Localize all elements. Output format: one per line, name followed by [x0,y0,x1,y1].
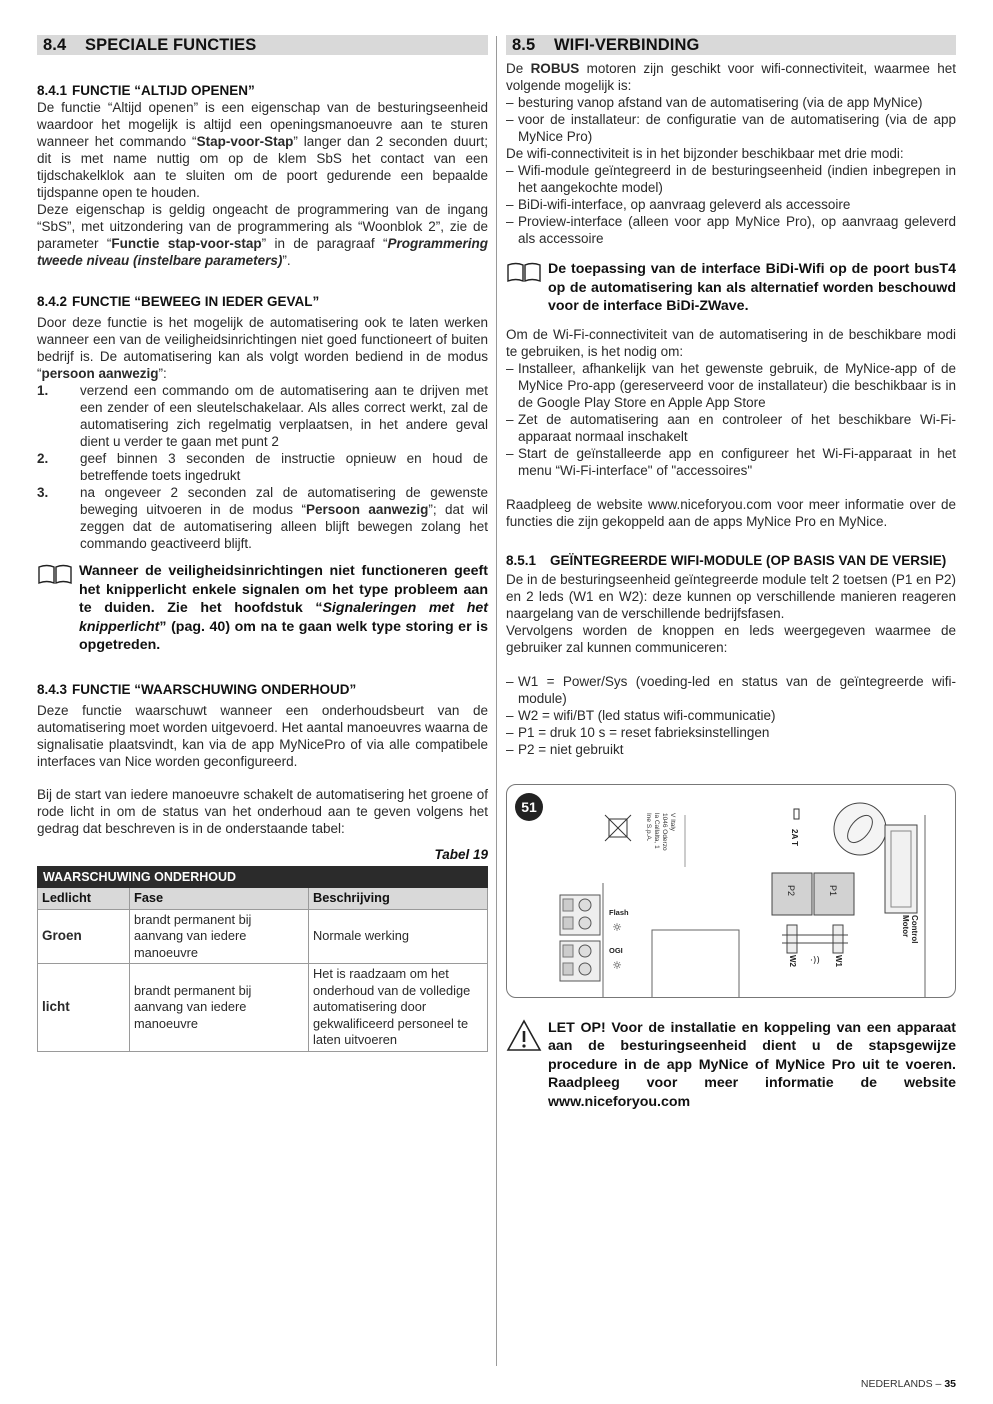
svg-text:Motor: Motor [901,914,910,937]
heading-8-4-3: 8.4.3 FUNCTIE “WAARSCHUWING ONDERHOUD” [37,681,357,697]
heading-8-4-1: 8.4.1 FUNCTIE “ALTIJD OPENEN” [37,83,255,98]
manufacturer-address [645,813,676,851]
list-item: – W2 = wifi/BT (led status wifi-communicatie) [506,707,776,723]
svg-text:☼: ☼ [612,920,622,934]
paragraph: De ROBUS motoren zijn geschikt voor wifi-connectiviteit, waarmee het volgende mogelijk is: [506,61,956,93]
paragraph: Raadpleeg de website www.niceforyou.com voor meer informatie over de functies die zijn gekoppeld aan de apps MyNice Pro en MyNice. [506,496,956,529]
list-item: – voor de installateur: de configuratie van de automatisering (via de app MyNice Pro) [506,112,956,144]
section-heading-8-4: 8.4 SPECIALE FUNCTIES [37,35,488,55]
section-heading-8-5: 8.5 WIFI-VERBINDING [506,35,956,55]
list-item: 1. verzend een commando om de automatisering aan te drijven met een zender of een sleutelschakelaar. Als alles correct werkt, zal de automatisering zich regelmatig verplaatsen, in het andere geval dient u verder te gaan met punt 2 [37,383,488,449]
list-item: 2. geef binnen 3 seconden de instructie opnieuw en houd de betreffende toets ingedrukt [37,451,488,483]
svg-text:W1: W1 [834,954,843,967]
w2-led [787,925,797,953]
svg-text:W2: W2 [788,954,797,967]
paragraph: Bij de start van iedere manoeuvre schakelt de automatisering het groene of rode licht in om de status van het onderhoud aan te geven volgens het gedrag dat beschreven is in de onderstaande tabel: [37,786,488,836]
paragraph: Om de Wi-Fi-connectiviteit van de automatisering in de beschikbare modi te gebruiken, is het nodig om: [506,326,956,359]
svg-text:☼: ☼ [612,958,622,972]
wifi-icon: ·)) [810,955,820,966]
paragraph: De wifi-connectiviteit is in het bijzonder beschikbaar met drie modi: [506,146,904,161]
table-label: Tabel 19 [434,846,488,862]
note: De toepassing van de interface BiDi-Wifi op de poort busT4 op de automatisering kan als alternatief worden beschouwd voor de interface BiDi-ZWave. [506,260,956,316]
table-cell: brandt permanent bij aanvang van iedere manoeuvre [130,964,309,1052]
maintenance-table [37,866,488,1052]
figure-number: 51 [521,798,537,815]
figure-51 [506,784,956,998]
list-item: – W1 = Power/Sys (voeding-led en status van de geïntegreerde wifi-module) [506,673,956,706]
heading-8-5-1: 8.5.1 GEÏNTEGREERDE WIFI-MODULE (OP BASIS VAN DE VERSIE) [506,552,947,568]
paragraph: De in de besturingseenheid geïntegreerde module telt 2 toetsen (P1 en P2) en 2 leds (W1 en W2): deze kunnen op verschillende manieren reageren naargelang van de verschillende bedrijfsfasen. [506,571,956,621]
svg-text:1046 Oderzo: 1046 Oderzo [661,812,668,851]
warning-icon [506,1019,548,1112]
table-header: Fase [130,888,309,910]
heading-8-4-2: 8.4.2 FUNCTIE “BEWEEG IN IEDER GEVAL” [37,294,320,309]
left-column [37,35,488,1052]
table-header: Beschrijving [309,888,488,910]
list-item: – Proview-interface (alleen voor app MyNice Pro), op aanvraag geleverd als accessoire [506,214,956,246]
list-item: – Installeer, afhankelijk van het gewenste gebruik, de MyNice-app of de MyNice Pro-app (gereserveerd voor de installateur) die beschikbaar is in de Google Play Store en Apple App Store [506,360,956,410]
right-column [506,35,956,1111]
table-row [38,909,488,964]
column-divider [496,36,497,1366]
weee-icon [605,815,631,841]
table-row [38,964,488,1052]
svg-text:P1: P1 [828,884,838,896]
w1-led [833,925,843,953]
table-cell: brandt permanent bij aanvang van iedere manoeuvre [130,909,309,964]
table-header: Ledlicht [38,888,130,910]
svg-text:Control: Control [910,914,919,943]
list-item: – besturing vanop afstand van de automatisering (via de app MyNice) [506,95,923,110]
book-icon [37,562,79,655]
list-item: – P1 = druk 10 s = reset fabrieksinstellingen [506,724,770,740]
paragraph: Deze functie waarschuwt wanneer een onderhoudsbeurt van de automatisering moet worden uitgevoerd. Het aantal manoeuvres waarna de signalisatie plaatsvindt, kan via de app MyNicePro of via alle compatibele interfaces van Nice worden geconfigureerd. [37,702,489,769]
book-icon [506,260,548,316]
table-caption: WAARSCHUWING ONDERHOUD [38,866,488,888]
svg-text:P2: P2 [786,884,796,896]
table-cell: Normale werking [309,909,488,964]
list-item: – BiDi-wifi-interface, op aanvraag geleverd als accessoire [506,197,851,212]
paragraph: Vervolgens worden de knoppen en leds weergegeven waarmee de gebruiker zal kunnen communiceren: [506,622,956,655]
svg-text:Ine S.p.A.: Ine S.p.A. [645,812,652,842]
list-item: – Wifi-module geïntegreerd in de besturingseenheid (indien inbegrepen in het aangekochte model) [506,163,956,195]
svg-text:V Italy: V Italy [669,812,676,831]
warning-note: LET OP! Voor de installatie en koppeling van een apparaat aan de besturingseenheid dient u de stapsgewijze procedure in de app MyNice of MyNice Pro uit te voeren. Raadpleeg voor meer informatie de website www.niceforyou.com [506,1019,956,1112]
table-cell: Groen [38,909,130,964]
paragraph: Deze eigenschap is geldig ongeacht de programmering van de ingang “SbS”, met uitzondering van de programmering als “Woonblok 2”, zie de parameter “Functie stap-voor-stap” in de paragraaf “Programmering tweede niveau (instelbare parameters)”. [37,202,489,268]
dial-knob [834,803,886,855]
note: Wanneer de veiligheidsinrichtingen niet functioneren geeft het knipperlicht enkele signalen om het type probleem aan te duiden. Zie het hoofdstuk “Signaleringen met het knipperlicht” (pag. 40) om na te gaan welk type storing er is opgetreden. [37,562,488,655]
svg-text:2A T: 2A T [790,828,799,846]
list-item: – Start de geïnstalleerde app en configureer het Wi-Fi-apparaat in het menu “Wi-Fi-interface" of "accessoires" [506,445,956,478]
table-cell: Het is raadzaam om het onderhoud van de volledige automatisering door gekwalificeerd personeel te laten uitvoeren [309,964,488,1052]
list-item: – P2 = niet gebruikt [506,741,624,757]
paragraph: De functie “Altijd openen” is een eigenschap van de besturingseenheid waardoor het mogelijk is altijd een openingsmanoeuvre aan te sturen wanneer het commando “Stap-voor-Stap” langer dan 2 seconden duurt; dit is met name nuttig om op de klem SbS het contact van een tijdschakelklok aan te sluiten om de poort gedurende een bepaalde tijdspanne open te houden. [37,100,488,200]
list-item: – Zet de automatisering aan en controleer of het beschikbare Wi-Fi-apparaat normaal inschakelt [506,411,956,444]
svg-text:Flash: Flash [609,907,629,917]
paragraph: Door deze functie is het mogelijk de automatisering ook te laten werken wanneer een van de veiligheidsinrichtingen niet goed functioneert of buiten bedrijf is. De automatisering kan als volgt worden bediend in de modus “persoon aanwezig”: [37,315,488,381]
svg-text:OGI: OGI [609,945,623,955]
table-cell: licht [38,964,130,1052]
control-board-diagram [507,785,956,997]
motor-control-connector [885,825,917,913]
page-footer: NEDERLANDS – 35 [860,1378,956,1390]
list-item: 3. na ongeveer 2 seconden zal de automatisering de gewenste beweging uitvoeren in de modus “Persoon aanwezig”; dat wil zeggen dat de automatisering alleen blijft bewegen zolang het commando geactiveerd blijft. [37,485,488,551]
svg-text:la Callalta, 1: la Callalta, 1 [653,812,660,849]
